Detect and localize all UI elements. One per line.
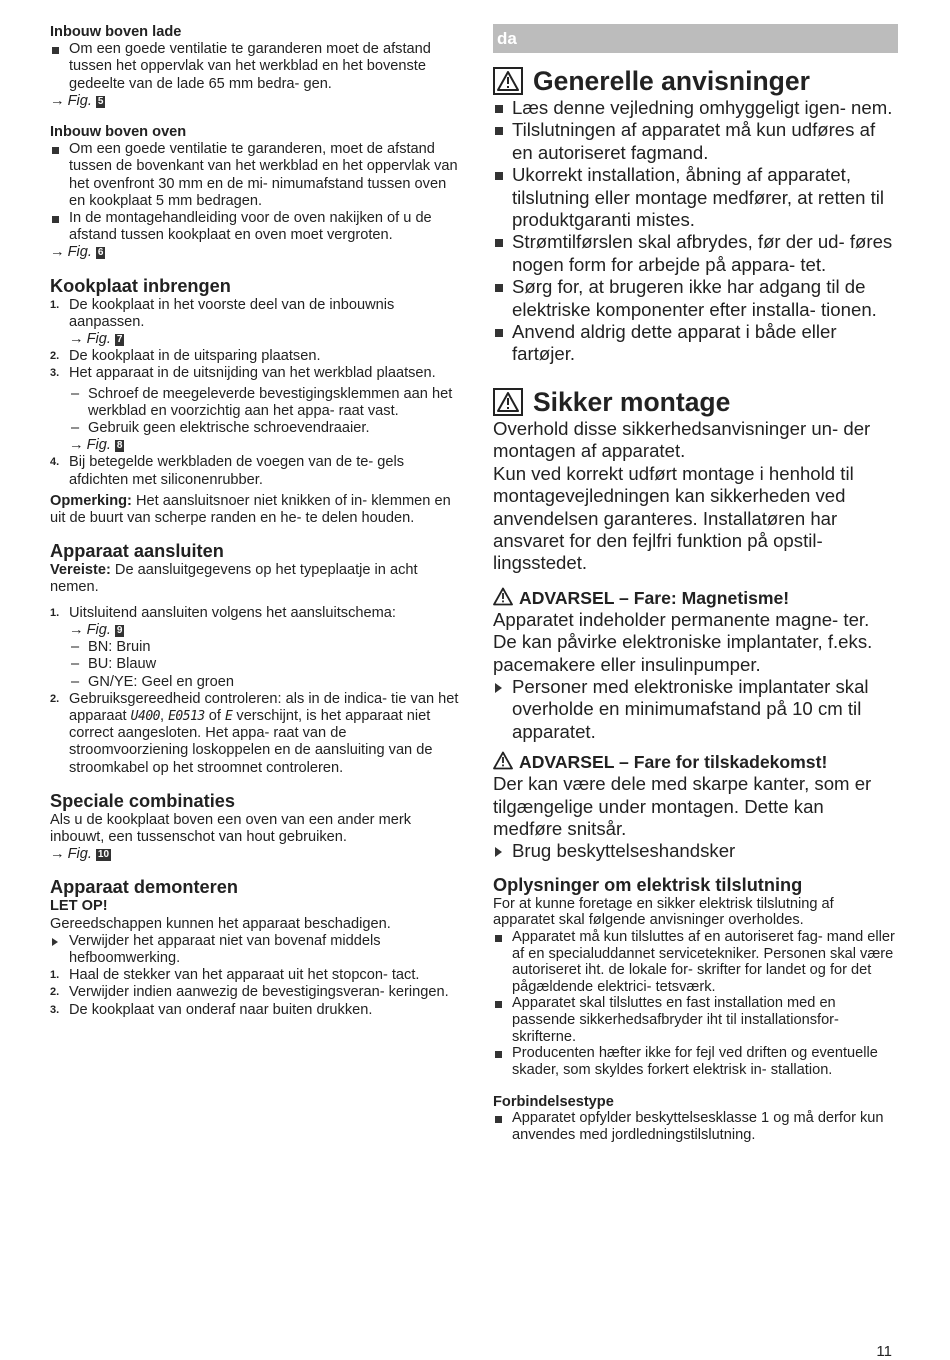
bullet-item: Apparatet opfylder beskyttelsesklasse 1 og må derfor kun anvendes med jordledningstilslutning. <box>493 1110 898 1143</box>
figure-reference: → Fig. 6 <box>50 244 104 261</box>
figure-number-badge: 6 <box>97 247 104 259</box>
warning-heading: ADVARSEL – Fare: Magnetisme! <box>493 587 898 609</box>
bullet-item: Om een goede ventilatie te garanderen, moet de afstand tussen de bovenkant van het werkblad en het oppervlak van het ovenfront 30 mm en de mi- nimumafstand tussen oven en kookplaat 5 mm bedragen. <box>50 141 460 210</box>
section-inbouw-boven-lade <box>50 24 460 110</box>
bullet-item: Læs denne vejledning omhyggeligt igen- nem. <box>493 97 898 119</box>
section-heading-with-warning: Sikker montage <box>493 386 898 418</box>
right-column <box>493 24 898 1144</box>
numbered-step: 2. Gebruiksgereedheid controleren: als in de indica- tie van het apparaat U400, E0513 of E verschijnt, is het apparaat niet correct aangesloten. Het appa- raat van de stroomvoorziening loskoppelen en de aansluiting van de stroomkabel op het stroomnet controleren. <box>50 690 459 776</box>
caution-label: LET OP! <box>50 898 108 915</box>
page-number: 11 <box>876 1343 892 1360</box>
figure-number-badge: 7 <box>116 334 123 346</box>
bullet-item: Sørg for, at brugeren ikke har adgang til de elektriske komponenter efter installa- tionen. <box>493 276 898 321</box>
numbered-step: 3. Het apparaat in de uitsnijding van het werkblad plaatsen. <box>50 365 436 382</box>
body-paragraph: Kun ved korrekt udført montage i henhold til montagevejledningen kan sikkerheden ved anvendelsen garanteres. Installatøren har ansvaret for den fejlfri funktion på opstil- lingsstedet. <box>493 462 854 574</box>
bullet-item: Apparatet må kun tilsluttes af en autoriseret fag- mand eller af en specialuddannet servicetekniker. Personen skal være autoriseret iht. de lokale for- skrifter for landet og for det pågældende elektrici- tetsværk. <box>493 929 898 995</box>
figure-number-badge: 5 <box>97 95 104 107</box>
dash-item: – GN/YE: Geel en groen <box>50 674 460 691</box>
section-forbindelsestype <box>493 1094 898 1143</box>
section-speciale-combinaties <box>50 791 460 864</box>
figure-reference: → Fig. 8 <box>69 437 123 454</box>
section-heading-with-warning: Generelle anvisninger <box>493 65 898 97</box>
body-paragraph: Als u de kookplaat boven een oven van een ander merk inbouwt, een tussenschot van hout gebruiken. <box>50 811 412 845</box>
display-code: E0513 <box>168 708 205 724</box>
warning-text: Der kan være dele med skarpe kanter, som er tilgængelige under montagen. Dette kan medføre snitsår. <box>493 773 872 839</box>
figure-reference: → Fig. 7 <box>69 331 123 348</box>
figure-number-badge: 9 <box>116 624 123 636</box>
bullet-item: Apparatet skal tilsluttes en fast installation med en passende sikkerhedsafbryder iht til installationsfor- skrifterne. <box>493 995 898 1045</box>
display-code: U400 <box>130 708 160 724</box>
bullet-item: Producenten hæfter ikke for fejl ved driften og eventuelle skader, som skyldes forkert elektrisk in- stallation. <box>493 1045 898 1078</box>
section-heading: Speciale combinaties <box>50 790 235 811</box>
bullet-item: In de montagehandleiding voor de oven nakijken of u de afstand tussen kookplaat en oven moet vergroten. <box>50 210 460 244</box>
section-apparaat-aansluiten <box>50 541 460 776</box>
figure-number-badge: 10 <box>97 849 110 861</box>
numbered-step: 1. Haal de stekker van het apparaat uit het stopcon- tact. <box>50 967 420 984</box>
section-heading: Apparaat aansluiten <box>50 541 224 562</box>
body-paragraph: Overhold disse sikkerhedsanvisninger un- der montagen af apparatet. <box>493 417 871 462</box>
section-kookplaat-inbrengen <box>50 276 460 528</box>
dash-item: – BU: Blauw <box>50 656 460 673</box>
numbered-step: 1. De kookplaat in het voorste deel van de inbouwnis aanpassen. → Fig. 7 <box>50 297 460 349</box>
section-heading: Apparaat demonteren <box>50 877 238 898</box>
bullet-item: Tilslutningen af apparatet må kun udføres af en autoriseret fagmand. <box>493 119 898 164</box>
requirement-paragraph: Vereiste: De aansluitgegevens op het typeplaatje in acht nemen. <box>50 562 418 596</box>
figure-number-badge: 8 <box>116 440 123 452</box>
section-heading: Forbindelsestype <box>493 1094 614 1111</box>
warning-triangle-icon <box>493 67 523 95</box>
figure-reference: → Fig. 9 <box>69 621 123 638</box>
warning-injury <box>493 751 898 863</box>
section-heading: Kookplaat inbrengen <box>50 275 231 296</box>
arrow-item: Verwijder het apparaat niet van bovenaf middels hefboomwerking. <box>50 933 460 967</box>
note-paragraph: Opmerking: Het aansluitsnoer niet knikken of in- klemmen en uit de buurt van scherpe randen en he- te delen houden. <box>50 492 451 527</box>
figure-reference: → Fig. 5 <box>50 92 104 109</box>
arrow-item: Brug beskyttelseshandsker <box>493 840 898 862</box>
bullet-item: Om een goede ventilatie te garanderen moet de afstand tussen het oppervlak van het werkblad en het bovenste gedeelte van de lade 65 mm bedra- gen. <box>50 41 460 93</box>
numbered-step: 3. De kookplaat van onderaf naar buiten drukken. <box>50 1001 373 1018</box>
figure-reference: → Fig. 10 <box>50 846 110 863</box>
section-elektrisk-tilslutning <box>493 875 898 1079</box>
section-sikker-montage <box>493 386 898 575</box>
warning-triangle-icon <box>493 587 513 606</box>
section-heading: Oplysninger om elektrisk tilslutning <box>493 874 803 895</box>
display-code: E <box>225 708 233 724</box>
bullet-item: Anvend aldrig dette apparat i både eller fartøjer. <box>493 321 898 366</box>
section-generelle-anvisninger <box>493 65 898 366</box>
warning-heading: ADVARSEL – Fare for tilskadekomst! <box>493 751 898 773</box>
bullet-item: Ukorrekt installation, åbning af apparatet, tilslutning eller montage medfører, at retten til produktgaranti mistes. <box>493 164 898 231</box>
section-inbouw-boven-oven <box>50 124 460 262</box>
warning-triangle-icon <box>493 388 523 416</box>
section-heading: Inbouw boven lade <box>50 24 182 40</box>
body-paragraph: For at kunne foretage en sikker elektrisk tilslutning af apparatet skal følgende anvisninger overholdes. <box>493 895 834 929</box>
section-heading: Inbouw boven oven <box>50 124 187 141</box>
left-column <box>50 24 460 1019</box>
dash-item: – Schroef de meegeleverde bevestigingsklemmen aan het werkblad en voorzichtig aan het appa- raat vast. <box>50 386 460 420</box>
warning-triangle-icon <box>493 751 513 770</box>
bullet-item: Strømtilførslen skal afbrydes, før der ud- føres nogen form for arbejde på appara- tet. <box>493 231 898 276</box>
dash-item: – Gebruik geen elektrische schroevendraaier. <box>50 420 460 437</box>
caution-text: Gereedschappen kunnen het apparaat beschadigen. <box>50 915 391 932</box>
warning-text: Apparatet indeholder permanente magne- ter. De kan påvirke elektroniske implantater, f.eks. pacemakere eller insulinpumper. <box>493 608 873 675</box>
arrow-item: Personer med elektroniske implantater skal overholde en minimumafstand på 10 cm til apparatet. <box>493 676 898 743</box>
numbered-step: 1. Uitsluitend aansluiten volgens het aansluitschema: → Fig. 9 <box>50 605 460 639</box>
numbered-step: 2. De kookplaat in de uitsparing plaatsen. <box>50 348 321 365</box>
dash-item: – BN: Bruin <box>50 639 460 656</box>
section-apparaat-demonteren <box>50 877 460 1018</box>
language-bar: da <box>493 24 898 53</box>
numbered-step: 4. Bij betegelde werkbladen de voegen van de te- gels afdichten met siliconenrubber. <box>50 454 405 488</box>
warning-magnetism <box>493 587 898 743</box>
numbered-step: 2. Verwijder indien aanwezig de bevestigingsveran- keringen. <box>50 984 449 1001</box>
